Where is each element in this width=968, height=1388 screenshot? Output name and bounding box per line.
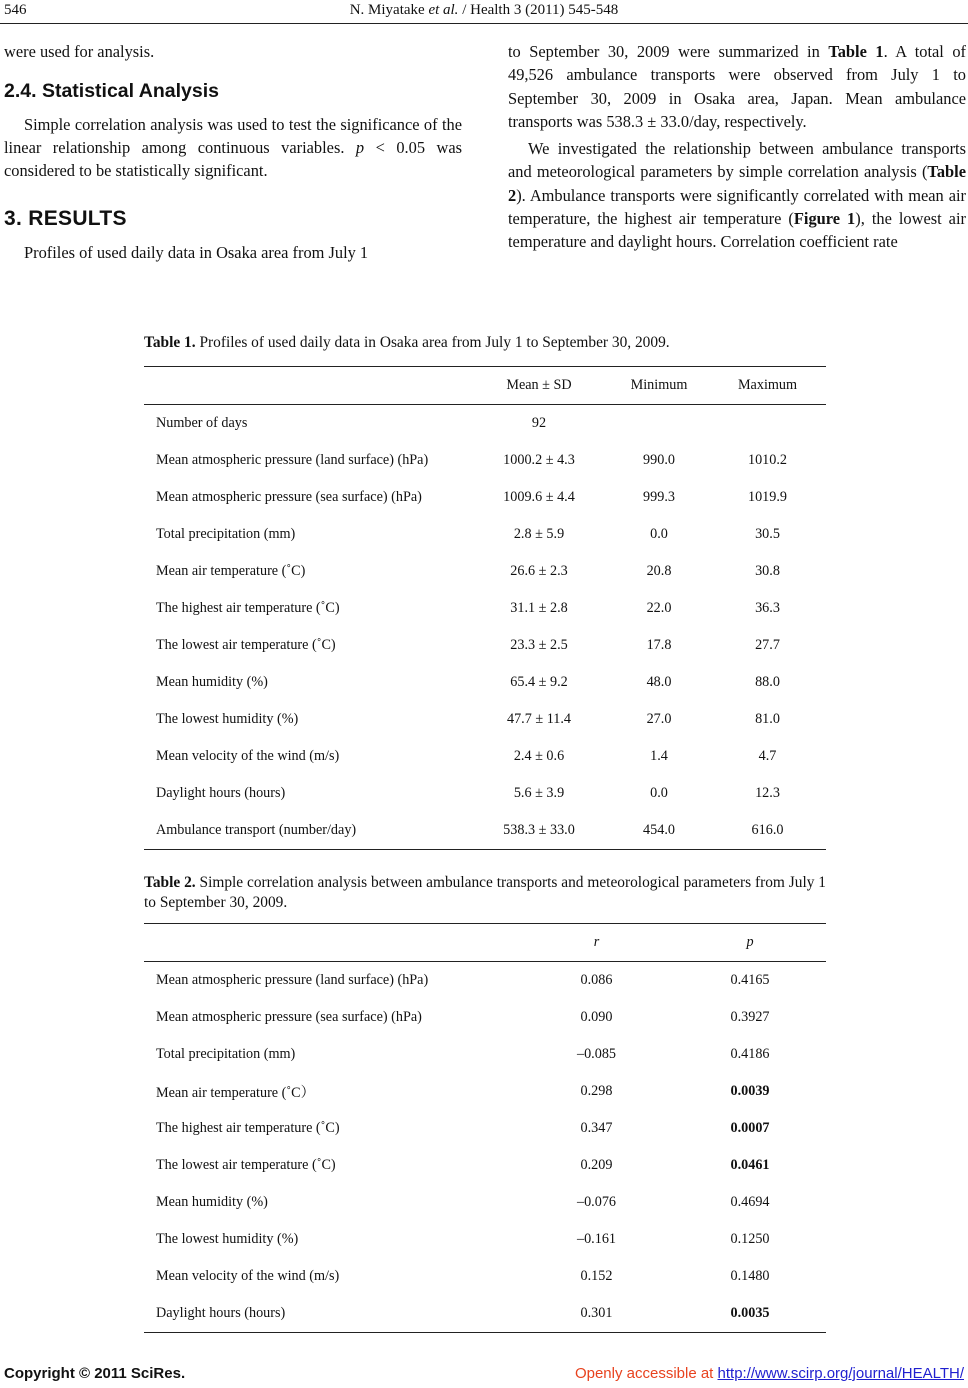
- table-row: [144, 627, 826, 664]
- table-cell: 0.301: [519, 1295, 674, 1333]
- table-row: [144, 1036, 826, 1073]
- table-cell: 0.1250: [730, 1231, 770, 1247]
- page-footer: [0, 1365, 968, 1387]
- row-label: Mean air temperature (˚C): [156, 563, 306, 579]
- table-cell: 1010.2: [747, 452, 787, 468]
- table1: [144, 366, 826, 850]
- column-header: p: [674, 924, 826, 962]
- left-column: [4, 40, 462, 264]
- table-cell: [709, 405, 826, 443]
- row-label: Daylight hours (hours): [156, 785, 286, 801]
- header-rule: [0, 23, 968, 24]
- table-cell: 999.3: [643, 489, 675, 505]
- table-cell: 88.0: [755, 674, 780, 690]
- table-cell: –0.076: [576, 1194, 616, 1210]
- table-cell: 92: [531, 415, 547, 431]
- table-cell: 990.0: [643, 452, 675, 468]
- table-row: [144, 775, 826, 812]
- table1-caption: Table 1. Profiles of used daily data in Osaka area from July 1 to September 30, 2009.: [144, 334, 670, 351]
- copyright: Copyright © 2011 SciRes.: [4, 1365, 186, 1382]
- table-cell: 17.8: [646, 637, 672, 653]
- table-cell: 2.8 ± 5.9: [513, 526, 565, 542]
- journal-link[interactable]: http://www.scirp.org/journal/HEALTH/: [717, 1365, 964, 1382]
- table-row: [144, 479, 826, 516]
- table-cell: –0.161: [576, 1231, 616, 1247]
- running-header: [0, 0, 968, 24]
- table-cell: 30.8: [755, 563, 780, 579]
- paragraph: to September 30, 2009 were summarized in Table 1. A total of 49,526 ambulance transports were observed from July 1 to September 30, 2009 in Osaka area, Japan. Mean ambulance transports was 538.3 ± 33.0/day, respectively.: [508, 42, 966, 131]
- table-cell: 0.0: [650, 526, 668, 542]
- open-access-note: Openly accessible at http://www.scirp.org/journal/HEALTH/: [574, 1365, 964, 1382]
- table-header-row: [144, 367, 826, 405]
- table-cell: 0.209: [580, 1157, 613, 1173]
- table-cell: 538.3 ± 33.0: [469, 812, 609, 850]
- paragraph: Profiles of used daily data in Osaka area from July 1: [24, 242, 369, 262]
- table-cell: 616.0: [709, 812, 826, 850]
- table-ref: Table 2: [508, 162, 966, 205]
- table-cell: 4.7: [758, 748, 777, 764]
- table-cell: 1009.6 ± 4.4: [503, 489, 575, 505]
- figure-ref: Figure 1: [793, 209, 856, 229]
- table-row: [144, 962, 826, 1000]
- paragraph: We investigated the relationship between ambulance transports and meteorological parameters by simple correlation analysis (Table 2). Ambulance transports were significantly correlated with mean air temperature, the highest air temperature (Figure 1), the lowest air temperature and daylight hours. Correlation coefficient rate: [508, 139, 966, 252]
- section-heading-results: 3. RESULTS: [4, 207, 127, 231]
- table-row: [144, 553, 826, 590]
- table-cell: 36.3: [755, 600, 780, 616]
- row-label: Mean humidity (%): [156, 674, 268, 690]
- table-row: [144, 812, 826, 850]
- right-column: [508, 40, 966, 254]
- row-label: Number of days: [156, 415, 248, 431]
- table-row: [144, 1221, 826, 1258]
- row-label: Total precipitation (mm): [156, 1046, 296, 1062]
- table2-caption: Table 2. Simple correlation analysis between ambulance transports and meteorological parameters from July 1 to September 30, 2009.: [144, 874, 826, 911]
- paragraph: were used for analysis.: [4, 42, 155, 61]
- running-title: N. Miyatake et al. / Health 3 (2011) 545-548: [349, 2, 619, 18]
- paragraph: Simple correlation analysis was used to test the significance of the linear relationship among continuous variables. p < 0.05 was considered to be statistically significant.: [4, 114, 462, 181]
- table-cell: 0.0461: [730, 1157, 770, 1173]
- row-label: Mean velocity of the wind (m/s): [156, 748, 340, 764]
- table-cell: 0.298: [580, 1083, 613, 1099]
- row-label: The highest air temperature (˚C): [156, 1120, 340, 1136]
- table-row: [144, 516, 826, 553]
- table-cell: 31.1 ± 2.8: [510, 600, 568, 616]
- table-cell: 27.0: [646, 711, 672, 727]
- table-cell: 5.6 ± 3.9: [513, 785, 565, 801]
- table-cell: 0.090: [580, 1009, 613, 1025]
- table-row: [144, 442, 826, 479]
- table-cell: 0.4186: [730, 1046, 770, 1062]
- table-cell: 0.3927: [730, 1009, 770, 1025]
- row-label: The highest air temperature (˚C): [156, 600, 340, 616]
- table-cell: 0.0007: [730, 1120, 770, 1136]
- table-cell: 81.0: [755, 711, 780, 727]
- row-label: Mean atmospheric pressure (land surface) (hPa): [156, 972, 429, 988]
- table-row: [144, 1295, 826, 1333]
- table-cell: 0.1480: [730, 1268, 770, 1284]
- table-cell: 20.8: [646, 563, 672, 579]
- table-cell: 26.6 ± 2.3: [510, 563, 568, 579]
- table-cell: 0.152: [580, 1268, 613, 1284]
- table-cell: 27.7: [755, 637, 780, 653]
- table-cell: 47.7 ± 11.4: [506, 711, 571, 727]
- column-header: r: [519, 924, 674, 962]
- column-header: [144, 367, 469, 405]
- row-label: Mean air temperature (˚C）: [156, 1084, 315, 1101]
- section-heading-statistical-analysis: 2.4. Statistical Analysis: [4, 80, 219, 103]
- row-label: The lowest humidity (%): [156, 711, 299, 727]
- table-cell: 48.0: [646, 674, 672, 690]
- table-cell: 0.0035: [674, 1295, 826, 1333]
- table-cell: 1.4: [650, 748, 668, 764]
- table-cell: 2.4 ± 0.6: [513, 748, 565, 764]
- table-cell: 454.0: [609, 812, 709, 850]
- table-cell: 1019.9: [747, 489, 787, 505]
- table-cell: 0.0: [650, 785, 668, 801]
- table-cell: 0.347: [580, 1120, 613, 1136]
- table2: [144, 923, 826, 1333]
- row-label: Mean velocity of the wind (m/s): [156, 1268, 340, 1284]
- column-header: Mean ± SD: [469, 367, 609, 405]
- table-cell: 0.086: [580, 972, 613, 988]
- table-row: [144, 590, 826, 627]
- table-cell: 30.5: [755, 526, 780, 542]
- table-row: [144, 1184, 826, 1221]
- table-cell: 12.3: [755, 785, 780, 801]
- table-cell: 1000.2 ± 4.3: [503, 452, 575, 468]
- table-cell: 0.4165: [730, 972, 770, 988]
- table-ref: Table 1: [828, 42, 884, 61]
- table-cell: 0.0039: [730, 1083, 770, 1099]
- row-label: Ambulance transport (number/day): [144, 812, 469, 850]
- table-cell: –0.085: [576, 1046, 616, 1062]
- row-label: The lowest humidity (%): [156, 1231, 299, 1247]
- row-label: The lowest air temperature (˚C): [156, 637, 336, 653]
- column-header: Minimum: [609, 367, 709, 405]
- row-label: Mean atmospheric pressure (sea surface) (hPa): [156, 1009, 422, 1025]
- column-header: Maximum: [709, 367, 826, 405]
- table-cell: 22.0: [646, 600, 672, 616]
- table-cell: 65.4 ± 9.2: [510, 674, 568, 690]
- table-row: [144, 1147, 826, 1184]
- table-row: [144, 999, 826, 1036]
- table-cell: [609, 405, 709, 443]
- row-label: The lowest air temperature (˚C): [156, 1157, 336, 1173]
- row-label: Mean atmospheric pressure (land surface) (hPa): [156, 452, 429, 468]
- page-number: 546: [4, 2, 27, 18]
- table-row: [144, 1258, 826, 1295]
- table-row: [144, 1110, 826, 1147]
- column-header: [144, 924, 519, 962]
- row-label: Daylight hours (hours): [144, 1295, 519, 1333]
- table-cell: 0.4694: [730, 1194, 770, 1210]
- table-row: [144, 1073, 826, 1110]
- table-row: [144, 405, 826, 443]
- table-header-row: [144, 924, 826, 962]
- table-cell: 23.3 ± 2.5: [510, 637, 568, 653]
- row-label: Mean humidity (%): [156, 1194, 268, 1210]
- table-row: [144, 664, 826, 701]
- table-row: [144, 701, 826, 738]
- table-row: [144, 738, 826, 775]
- row-label: Total precipitation (mm): [156, 526, 296, 542]
- row-label: Mean atmospheric pressure (sea surface) (hPa): [156, 489, 422, 505]
